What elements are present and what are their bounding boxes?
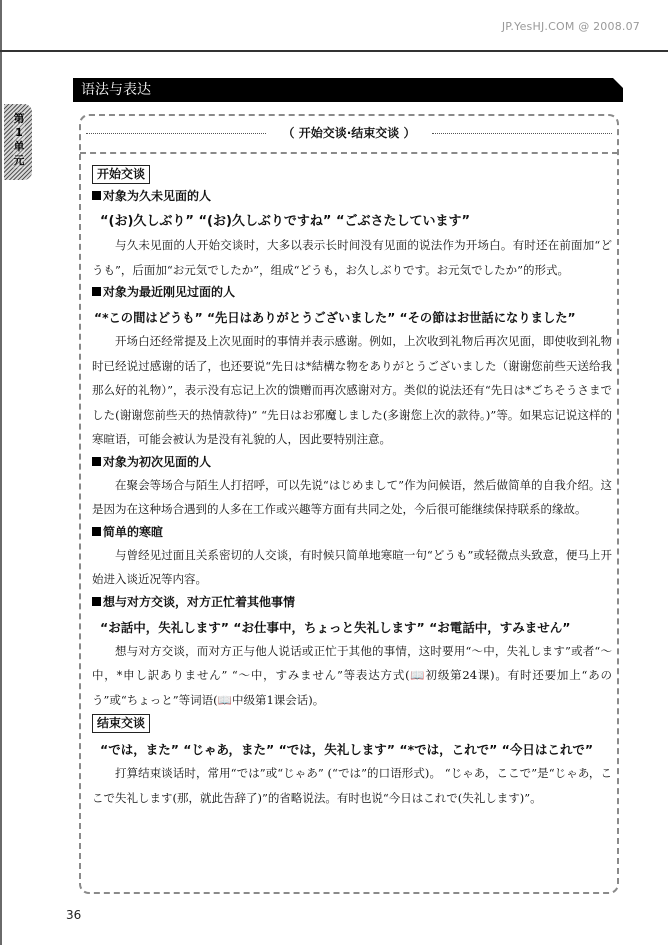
paragraph: 想与对方交谈，而对方正与他人说话或正忙于其他的事情，这时要用“～中，失礼します”或者“～中，*申し訳ありません” “～中，すみません”等表达方式(📖初级第24课)。有时还要加上“あのう”或“ちょっと”等词语(📖中级第1课会话)。 bbox=[92, 643, 612, 707]
dotted-leader bbox=[86, 133, 266, 134]
folded-corner-icon bbox=[613, 78, 623, 88]
subheading-text: 简单的寒暄 bbox=[103, 524, 164, 539]
unit-tab-char: 第 bbox=[13, 112, 25, 125]
subheading bbox=[92, 453, 612, 472]
subheading bbox=[92, 283, 612, 302]
paragraph: 打算结束谈话时，常用“では”或“じゃあ” (“では”的口语形式)。 “じゃあ，ここで”是“じゃあ，ここで失礼します(那，就此告辞了)”的省略说法。有时也说“今日はこれで(失礼します)”。 bbox=[92, 766, 612, 805]
phrase-line: “*この間はどうも” “先日はありがとうございました” “その節はお世話になりました” bbox=[94, 311, 576, 325]
watermark: JP.YesHJ.COM @ 2008.07 bbox=[501, 20, 640, 33]
subheading-text: 想与对方交谈，对方正忙着其他事情 bbox=[103, 594, 296, 609]
box-title: （ 开始交谈·结束交谈 ） bbox=[277, 126, 422, 140]
dotted-leader bbox=[432, 133, 612, 134]
phrase-line: “お話中，失礼します” “お仕事中，ちょっと失礼します” “お電話中，すみません” bbox=[100, 619, 571, 635]
box-title-separator bbox=[80, 152, 618, 154]
page-left-edge bbox=[0, 0, 2, 945]
unit-tab bbox=[4, 104, 32, 180]
subheading bbox=[92, 593, 612, 612]
paragraph: 与曾经见过面且关系密切的人交谈，有时候只简单地寒暄一句“どうも”或轻微点头致意，便马上开始进入谈近况等内容。 bbox=[92, 547, 612, 586]
square-bullet-icon bbox=[92, 287, 101, 296]
section-title-bar bbox=[73, 78, 623, 102]
content bbox=[92, 163, 612, 810]
paragraph: 与久未见面的人开始交谈时，大多以表示长时间没有见面的说法作为开场白。有时还在前面加“どうも”，后面加“お元気でしたか”，组成“どうも，お久しぶりです。お元気でしたか”的形式。 bbox=[92, 238, 612, 277]
subheading-text: 对象为初次见面的人 bbox=[103, 454, 212, 469]
unit-tab-char: 单 bbox=[13, 140, 25, 153]
page-number: 36 bbox=[66, 908, 82, 922]
phrase-line: “では，また” “じゃあ，また” “では，失礼します” “*では，これで” “今日はこれで” bbox=[100, 742, 594, 757]
subheading bbox=[92, 523, 612, 542]
paragraph: 在聚会等场合与陌生人打招呼，可以先说“はじめまして”作为问候语，然后做简单的自我介绍。这是因为在这种场合遇到的人多在工作或兴趣等方面有共同之处，今后很可能继续保持联系的缘故。 bbox=[92, 477, 612, 516]
unit-tab-char: 1 bbox=[15, 126, 23, 139]
subheading-text: 对象为最近刚见过面的人 bbox=[103, 285, 236, 299]
paragraph: 开场白还经常提及上次见面时的事情并表示感谢。例如，上次收到礼物后再次见面，即使收到礼物时已经说过感谢的话了，也还要说“先日は*結構な物をありがとうございました（谢谢您前些天送给我那么好的礼物）”，表示没有忘记上次的馈赠而再次感谢对方。类似的说法还有“先日は*ごちそうさまでした(谢谢您前些天的热情款待)” “先日はお邪魔しました(多谢您上次的款待。)”等。如果忘记说这样的寒暄语，可能会被认为是没有礼貌的人，因此要特别注意。 bbox=[92, 334, 612, 446]
unit-tab-char: 元 bbox=[13, 154, 25, 167]
square-bullet-icon bbox=[92, 527, 101, 536]
section-tag: 开始交谈 bbox=[92, 165, 150, 184]
subheading bbox=[92, 187, 612, 206]
phrase-line: “(お)久しぶり” “(お)久しぶりですね” “ごぶさたしています” bbox=[100, 214, 471, 229]
subheading-text: 对象为久未见面的人 bbox=[103, 189, 212, 203]
top-rule bbox=[0, 50, 668, 52]
square-bullet-icon bbox=[92, 597, 101, 606]
square-bullet-icon bbox=[92, 191, 101, 200]
section-title: 语法与表达 bbox=[81, 82, 151, 98]
box-title-row bbox=[80, 124, 618, 142]
square-bullet-icon bbox=[92, 457, 101, 466]
section-tag: 结束交谈 bbox=[92, 714, 150, 733]
